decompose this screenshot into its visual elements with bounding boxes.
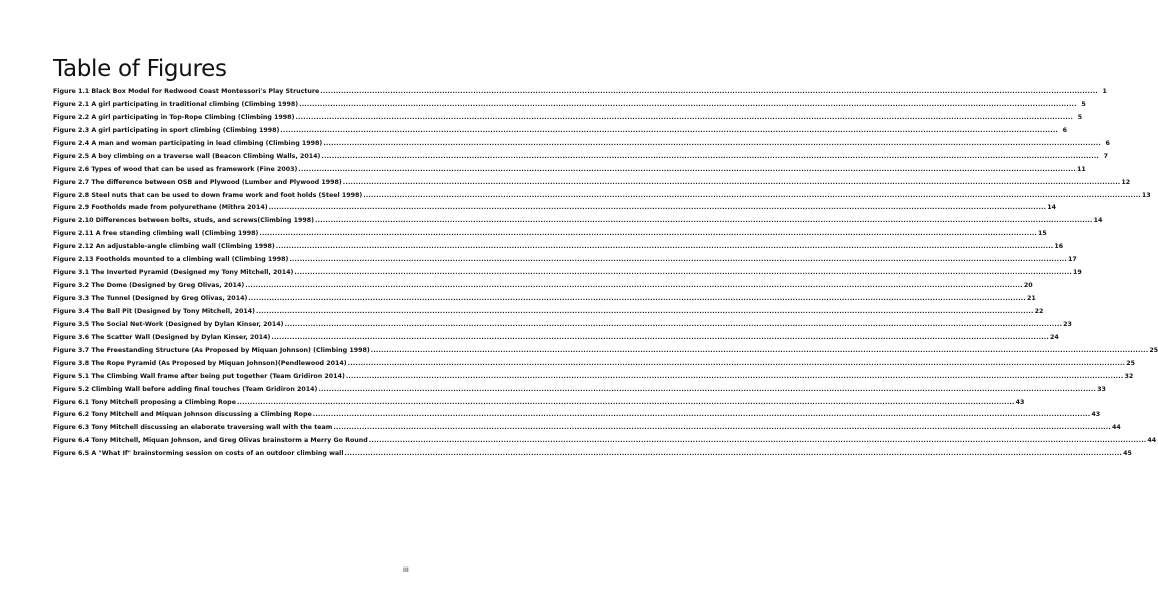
figure-entry-page: 20	[1023, 282, 1033, 290]
figure-entry-label: Figure 6.1 Tony Mitchell proposing a Climbing Rope	[53, 398, 236, 406]
figure-entry-page: 25	[1149, 346, 1158, 354]
figure-entry[interactable]	[53, 254, 1077, 267]
dot-leader: ............................................................................................................................................................................................................................................................................................................	[318, 385, 1097, 393]
figure-entry-page: 6	[1105, 139, 1110, 147]
dot-leader: ............................................................................................................................................................................................................................................................................................................	[275, 243, 1054, 251]
figure-entry-page: 19	[1073, 269, 1082, 277]
figure-entry-label: Figure 2.3 A girl participating in sport climbing (Climbing 1998)	[53, 126, 280, 134]
figure-entry-page: 5	[1081, 100, 1086, 108]
dot-leader: ............................................................................................................................................................................................................................................................................................................	[345, 372, 1124, 380]
dot-leader: ............................................................................................................................................................................................................................................................................................................	[294, 269, 1073, 277]
table-of-figures-list	[53, 86, 1158, 461]
dot-leader: ............................................................................................................................................................................................................................................................................................................	[298, 165, 1076, 173]
dot-leader: ............................................................................................................................................................................................................................................................................................................	[312, 411, 1091, 419]
figure-entry-page: 43	[1091, 411, 1101, 419]
figure-entry[interactable]	[53, 409, 1101, 422]
figure-entry[interactable]	[53, 241, 1064, 254]
dot-leader: ............................................................................................................................................................................................................................................................................................................	[280, 126, 1059, 134]
figure-entry[interactable]	[53, 125, 1068, 138]
figure-entry[interactable]	[53, 371, 1134, 384]
figure-entry[interactable]	[53, 384, 1106, 397]
figure-entry[interactable]	[53, 422, 1121, 435]
figure-entry-label: Figure 2.9 Footholds made from polyurethane (Mithra 2014)	[53, 204, 268, 212]
dot-leader: ............................................................................................................................................................................................................................................................................................................	[299, 100, 1077, 108]
figure-entry-label: Figure 6.2 Tony Mitchell and Miquan Johnson discussing a Climbing Rope	[53, 411, 312, 419]
figure-entry[interactable]	[53, 306, 1044, 319]
figure-entry[interactable]	[53, 435, 1157, 448]
figure-entry-label: Figure 6.5 A "What If" brainstorming session on costs of an outdoor climbing wall	[53, 450, 344, 458]
figure-entry-label: Figure 3.2 The Dome (Designed by Greg Olivas, 2014)	[53, 282, 245, 290]
dot-leader: ............................................................................................................................................................................................................................................................................................................	[255, 307, 1034, 315]
figure-entry-page: 24	[1049, 333, 1059, 341]
figure-entry[interactable]	[53, 228, 1047, 241]
figure-entry-label: Figure 1.1 Black Box Model for Redwood Coast Montessori's Play Structure	[53, 88, 320, 95]
figure-entry[interactable]	[53, 358, 1136, 371]
figure-entry[interactable]	[53, 99, 1086, 112]
figure-entry-label: Figure 2.5 A boy climbing on a traverse wall (Beacon Climbing Walls, 2014)	[53, 152, 321, 160]
figure-entry[interactable]	[53, 319, 1072, 332]
figure-entry-page: 12	[1121, 178, 1131, 186]
figure-entry-label: Figure 2.13 Footholds mounted to a climbing wall (Climbing 1998)	[53, 256, 289, 264]
figure-entry[interactable]	[53, 177, 1131, 190]
dot-leader: ............................................................................................................................................................................................................................................................................................................	[271, 333, 1049, 341]
figure-entry-label: Figure 2.1 A girl participating in traditional climbing (Climbing 1998)	[53, 100, 299, 108]
figure-entry[interactable]	[53, 332, 1059, 345]
figure-entry-page: 33	[1097, 385, 1106, 393]
dot-leader: ............................................................................................................................................................................................................................................................................................................	[323, 139, 1101, 147]
figure-entry[interactable]	[53, 345, 1158, 358]
figure-entry-label: Figure 2.10 Differences between bolts, studs, and screws(Climbing 1998)	[53, 217, 315, 225]
dot-leader: ............................................................................................................................................................................................................................................................................................................	[320, 88, 1098, 95]
figure-entry[interactable]	[53, 138, 1110, 151]
figure-entry-page: 17	[1067, 256, 1077, 264]
dot-leader: ............................................................................................................................................................................................................................................................................................................	[248, 295, 1026, 302]
figure-entry-label: Figure 3.5 The Social Net-Work (Designed by Dylan Kinser, 2014)	[53, 320, 284, 328]
figure-entry-label: Figure 5.1 The Climbing Wall frame after being put together (Team Gridiron 2014)	[53, 372, 345, 380]
dot-leader: ............................................................................................................................................................................................................................................................................................................	[333, 424, 1111, 432]
figure-entry-label: Figure 3.1 The Inverted Pyramid (Designed my Tony Mitchell, 2014)	[53, 269, 294, 277]
figure-entry-label: Figure 5.2 Climbing Wall before adding final touches (Team Gridiron 2014)	[53, 385, 318, 393]
figure-entry-label: Figure 2.7 The difference between OSB and Plywood (Lumber and Plywood 1998)	[53, 178, 342, 186]
figure-entry-page: 21	[1026, 295, 1036, 302]
figure-entry-label: Figure 3.8 The Rope Pyramid (As Proposed by Miquan Johnson)(Pendlewood 2014)	[53, 359, 347, 367]
figure-entry-page: 32	[1124, 372, 1134, 380]
page-title: Table of Figures	[53, 56, 227, 82]
figure-entry[interactable]	[53, 293, 1036, 306]
figure-entry-page: 14	[1093, 217, 1103, 225]
figure-entry[interactable]	[53, 86, 1107, 99]
figure-entry-label: Figure 6.3 Tony Mitchell discussing an elaborate traversing wall with the team	[53, 424, 333, 432]
figure-entry[interactable]	[53, 164, 1086, 177]
dot-leader: ............................................................................................................................................................................................................................................................................................................	[347, 359, 1126, 367]
figure-entry-page: 44	[1147, 437, 1157, 445]
figure-entry-page: 16	[1054, 243, 1064, 251]
figure-entry-label: Figure 2.6 Types of wood that can be used as framework (Fine 2003)	[53, 165, 298, 173]
figure-entry-page: 44	[1111, 424, 1121, 432]
dot-leader: ............................................................................................................................................................................................................................................................................................................	[342, 178, 1121, 186]
dot-leader: ............................................................................................................................................................................................................................................................................................................	[315, 217, 1093, 225]
figure-entry[interactable]	[53, 151, 1109, 164]
figure-entry-page: 5	[1077, 113, 1083, 121]
figure-entry-page: 14	[1047, 204, 1056, 212]
figure-entry-label: Figure 2.4 A man and woman participating in lead climbing (Climbing 1998)	[53, 139, 323, 147]
figure-entry-page: 25	[1126, 359, 1136, 367]
figure-entry-page: 43	[1015, 398, 1025, 406]
figure-entry-page: 22	[1034, 307, 1044, 315]
dot-leader: ............................................................................................................................................................................................................................................................................................................	[268, 204, 1047, 212]
figure-entry-label: Figure 3.4 The Ball Pit (Designed by Tony Mitchell, 2014)	[53, 307, 255, 315]
dot-leader: ............................................................................................................................................................................................................................................................................................................	[289, 256, 1067, 264]
figure-entry[interactable]	[53, 267, 1082, 280]
figure-entry-page: 6	[1062, 126, 1068, 134]
dot-leader: ............................................................................................................................................................................................................................................................................................................	[295, 113, 1074, 121]
figure-entry-label: Figure 2.8 Steel nuts that can be used to down frame work and foot holds (Steel 1998)	[53, 191, 363, 199]
dot-leader: ............................................................................................................................................................................................................................................................................................................	[344, 450, 1123, 458]
figure-entry-page: 1	[1102, 88, 1107, 95]
figure-entry[interactable]	[53, 448, 1132, 461]
figure-entry-label: Figure 6.4 Tony Mitchell, Miquan Johnson, and Greg Olivas brainstorm a Merry Go Round	[53, 437, 368, 445]
figure-entry-page: 7	[1103, 152, 1109, 160]
figure-entry-label: Figure 3.7 The Freestanding Structure (As Proposed by Miquan Johnson) (Climbing 1998)	[53, 346, 370, 354]
figure-entry-label: Figure 2.11 A free standing climbing wall (Climbing 1998)	[53, 230, 259, 238]
dot-leader: ............................................................................................................................................................................................................................................................................................................	[259, 230, 1038, 238]
figure-entry-page: 45	[1123, 450, 1132, 458]
figure-entry[interactable]	[53, 112, 1083, 125]
figure-entry[interactable]	[53, 397, 1025, 410]
dot-leader: ............................................................................................................................................................................................................................................................................................................	[370, 346, 1149, 354]
figure-entry-page: 11	[1077, 165, 1086, 173]
figure-entry-page: 23	[1063, 320, 1072, 328]
figure-entry-page: 15	[1038, 230, 1047, 238]
dot-leader: ............................................................................................................................................................................................................................................................................................................	[368, 437, 1147, 445]
dot-leader: ............................................................................................................................................................................................................................................................................................................	[363, 191, 1141, 199]
figure-entry-page: 13	[1141, 191, 1151, 199]
figure-entry[interactable]	[53, 280, 1033, 293]
dot-leader: ............................................................................................................................................................................................................................................................................................................	[245, 282, 1023, 290]
figure-entry-label: Figure 3.6 The Scatter Wall (Designed by Dylan Kinser, 2014)	[53, 333, 271, 341]
dot-leader: ............................................................................................................................................................................................................................................................................................................	[284, 320, 1063, 328]
dot-leader: ............................................................................................................................................................................................................................................................................................................	[321, 152, 1100, 160]
dot-leader: ............................................................................................................................................................................................................................................................................................................	[236, 398, 1015, 406]
figure-entry-label: Figure 3.3 The Tunnel (Designed by Greg Olivas, 2014)	[53, 295, 248, 302]
figure-entry[interactable]	[53, 215, 1103, 228]
page-number: iii	[403, 566, 409, 574]
figure-entry-label: Figure 2.2 A girl participating in Top-Rope Climbing (Climbing 1998)	[53, 113, 295, 121]
figure-entry[interactable]	[53, 202, 1056, 215]
figure-entry-label: Figure 2.12 An adjustable-angle climbing wall (Climbing 1998)	[53, 243, 275, 251]
figure-entry[interactable]	[53, 190, 1151, 203]
